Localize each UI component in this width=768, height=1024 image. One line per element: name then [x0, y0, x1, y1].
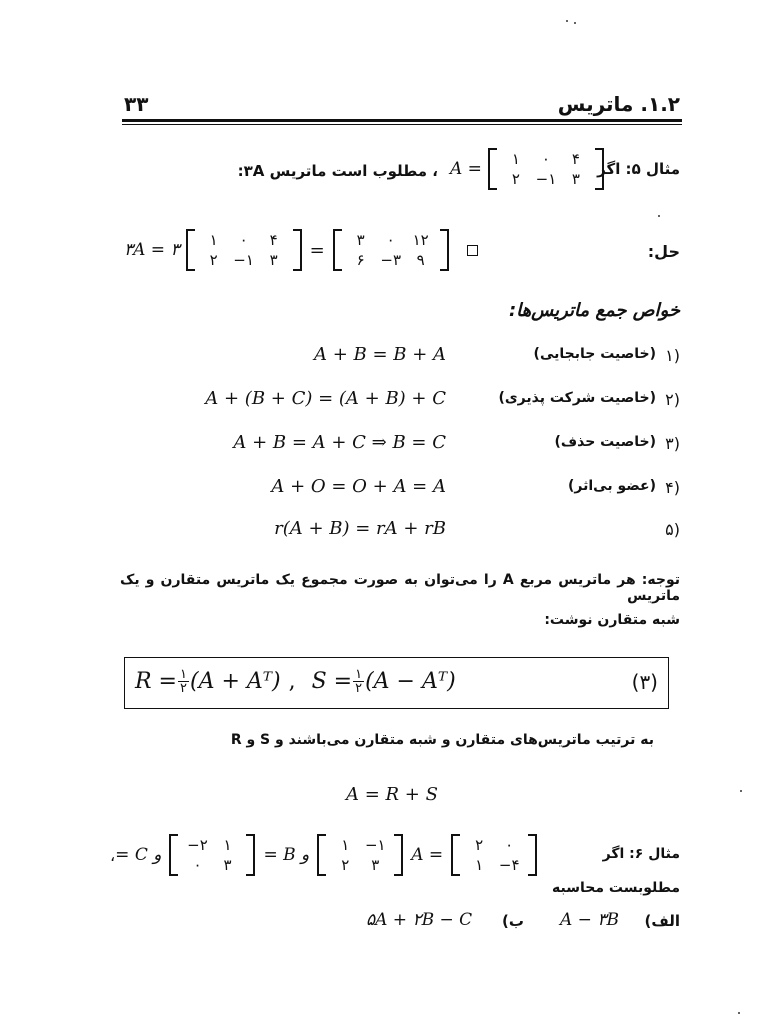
- matrix-entry: ۳: [356, 231, 365, 249]
- matrix-entry: ۱: [223, 836, 232, 854]
- header-rule-thin: [122, 124, 682, 125]
- speck: [740, 790, 742, 792]
- property-number: ۴): [665, 478, 680, 497]
- property-formula: r(A + B) = rA + rB: [274, 518, 446, 539]
- matrix-entry: ۰: [541, 150, 550, 168]
- matrix-entry: ۳: [371, 856, 380, 874]
- matrix-entry: ۰: [193, 856, 202, 874]
- matrix-entry: ۱: [209, 231, 218, 249]
- b-var: و B =: [263, 845, 310, 865]
- example5-label: مثال ۵: اگر: [597, 160, 680, 178]
- matrix-entry: ۲: [341, 856, 350, 874]
- s-lhs: S =: [311, 669, 353, 694]
- example5-tail: ، مطلوب است ماتریس ۳A:: [237, 162, 438, 180]
- separator: ,: [288, 669, 296, 694]
- fraction-half: $\frac{۱}{۲}$: [355, 667, 363, 696]
- matrix-entry: −۲: [187, 836, 208, 854]
- c-var: و C =: [115, 845, 162, 865]
- matrix-entry: −۱: [233, 251, 254, 269]
- matrix-c: [169, 834, 255, 876]
- speck: [738, 1012, 740, 1014]
- matrix-entry: ۲: [475, 836, 484, 854]
- property-name: (خاصیت حذف): [554, 434, 656, 450]
- part-a-label: الف): [644, 912, 680, 930]
- matrix-entry: ۱: [341, 836, 350, 854]
- matrix-entry: −۱: [535, 170, 557, 188]
- part-b: ۵A + ۲B − C: [366, 910, 473, 930]
- section-title: ۱.۲. ماتریس: [557, 92, 680, 116]
- matrix-entry: ۳: [269, 251, 278, 269]
- example6-label: مثال ۶: اگر: [602, 846, 680, 862]
- solution-matrix-2: [333, 229, 449, 271]
- speck: [574, 22, 576, 24]
- matrix-entry: −۴: [498, 856, 520, 874]
- example5-var: A =: [450, 159, 482, 179]
- property-number: ۱): [665, 346, 680, 365]
- property-name: (عضو بی‌اثر): [568, 478, 656, 494]
- r-lhs: R =: [135, 669, 177, 694]
- matrix-entry: ۲: [209, 251, 218, 269]
- solution-lhs: ۳A = ۳: [124, 240, 180, 260]
- matrix-entry: −۱: [364, 836, 386, 854]
- property-formula: A + (B + C) = (A + B) + C: [205, 388, 446, 409]
- matrix-entry: ۰: [239, 231, 248, 249]
- speck: [658, 215, 660, 217]
- property-name: (خاصیت شرکت پذیری): [498, 390, 656, 406]
- example6-block: [110, 828, 537, 882]
- matrix-entry: ۶: [356, 251, 365, 269]
- c-tail: ،: [110, 845, 116, 865]
- boxed-equation: [124, 657, 669, 709]
- property-formula: A + B = B + A: [313, 344, 446, 365]
- fraction-half: $\frac{۱}{۲}$: [180, 667, 187, 696]
- property-number: ۲): [665, 390, 680, 409]
- matrix-entry: ۳: [571, 170, 580, 188]
- matrix-entry: −۳: [380, 251, 401, 269]
- property-formula: A + O = O + A = A: [271, 476, 446, 497]
- part-a: A − ۳B: [560, 910, 619, 930]
- matrix-entry: ۳: [223, 856, 232, 874]
- matrix-entry: ۱: [511, 150, 520, 168]
- matrix-entry: ۱: [475, 856, 484, 874]
- property-number: ۵): [665, 520, 680, 539]
- matrix-a: [451, 834, 537, 876]
- boxed-formula: [135, 668, 456, 695]
- example6-line2: مطلوبست محاسبه: [552, 880, 680, 896]
- solution-block: [124, 224, 478, 276]
- page-number: ۳۳: [124, 92, 149, 116]
- speck: [566, 20, 568, 22]
- r-rhs: (A + Aᵀ): [189, 669, 281, 694]
- property-number: ۳): [665, 434, 680, 453]
- note-line-1: توجه: هر ماتریس مربع A را می‌توان به صورت مجموع یک ماتریس متقارن و یک ماتریس: [120, 572, 680, 604]
- rs-description: R و S به ترتیب ماتریس‌های متقارن و شبه متقارن می‌باشند و: [230, 732, 654, 748]
- solution-label: حل:: [647, 242, 680, 261]
- s-rhs: (A − Aᵀ): [365, 669, 456, 694]
- matrix-entry: ۲: [511, 170, 520, 188]
- a-var: A =: [411, 845, 444, 865]
- property-name: (خاصیت جابجایی): [533, 346, 656, 362]
- qed-box: [467, 245, 478, 256]
- equation-number: (۳): [631, 670, 658, 694]
- equals-sign: =: [309, 239, 325, 261]
- properties-title: خواص جمع ماتریس‌ها:: [508, 300, 680, 321]
- header-rule: [122, 119, 682, 122]
- matrix-b: [317, 834, 403, 876]
- example5-matrix-block: [450, 144, 604, 194]
- matrix-entry: ۹: [416, 251, 425, 269]
- note-line-2: شبه متقارن نوشت:: [544, 612, 680, 628]
- a-equals-r-plus-s: A = R + S: [346, 784, 438, 805]
- property-formula: A + B = A + C ⇒ B = C: [233, 432, 446, 453]
- solution-matrix-1: [186, 229, 302, 271]
- part-b-label: ب): [502, 912, 524, 930]
- matrix-entry: ۱۲: [412, 231, 429, 249]
- matrix-entry: ۴: [269, 231, 278, 249]
- matrix-entry: ۰: [386, 231, 395, 249]
- matrix-entry: ۴: [571, 150, 580, 168]
- example5-matrix: [488, 148, 604, 190]
- matrix-entry: ۰: [505, 836, 514, 854]
